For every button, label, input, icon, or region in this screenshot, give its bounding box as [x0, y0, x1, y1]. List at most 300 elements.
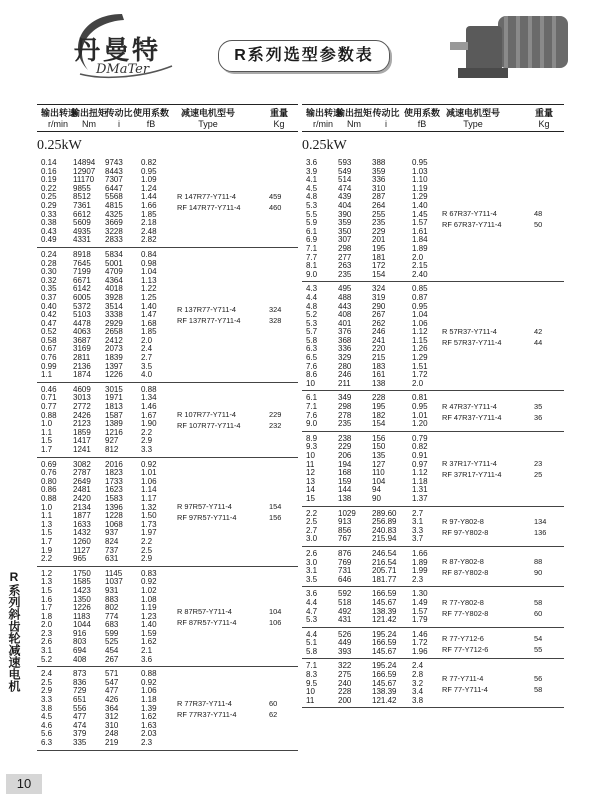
weight-value: 60 — [269, 698, 278, 708]
weight-value: 36 — [534, 412, 543, 422]
torque-cell: 526 — [338, 629, 352, 639]
factor-cell: 1.45 — [412, 209, 428, 219]
factor-cell: 1.04 — [412, 310, 428, 320]
motor-type: RF 147R77-Y711-4 — [177, 203, 241, 212]
ratio-cell: 937 — [105, 528, 119, 538]
factor-cell: 1.62 — [141, 712, 157, 722]
factor-cell: 2.4 — [412, 661, 424, 671]
motor-type: R 97R57-Y711-4 — [177, 502, 232, 512]
factor-cell: 2.82 — [141, 235, 157, 245]
factor-cell: 1.47 — [141, 310, 157, 320]
torque-cell: 6612 — [73, 209, 91, 219]
speed-cell: 7.1 — [306, 243, 318, 253]
speed-cell: 2.2 — [306, 508, 318, 518]
weight-value: 35 — [534, 401, 543, 411]
header-motor: 减速电机型号 — [445, 108, 500, 118]
ratio-cell: 631 — [105, 554, 119, 564]
speed-cell: 2.0 — [41, 620, 53, 630]
header-factor: 使用系数 — [404, 108, 441, 118]
torque-cell: 401 — [338, 318, 352, 328]
torque-cell: 2811 — [73, 353, 91, 363]
speed-cell: 8.9 — [306, 433, 318, 443]
ratio-cell: 1226 — [105, 370, 123, 380]
speed-cell: 3.1 — [41, 646, 53, 656]
factor-cell: 1.34 — [141, 393, 157, 403]
header-motor: 减速电机型号 — [180, 108, 235, 118]
torque-cell: 646 — [338, 574, 352, 584]
ratio-cell: 145.67 — [372, 678, 397, 688]
ratio-cell: 219 — [105, 738, 119, 747]
ratio-cell: 127 — [372, 459, 386, 469]
motor-group — [37, 567, 298, 668]
speed-cell: 0.28 — [41, 258, 57, 268]
side-label — [0, 570, 28, 692]
factor-cell: 3.4 — [412, 687, 424, 697]
table-row — [302, 535, 564, 544]
speed-cell: 1.0 — [41, 419, 53, 429]
speed-cell: 0.49 — [41, 235, 57, 245]
speed-cell: 4.4 — [306, 629, 318, 639]
torque-cell: 194 — [338, 459, 352, 469]
ratio-cell: 1587 — [105, 410, 123, 420]
factor-cell: 1.49 — [412, 597, 428, 607]
ratio-cell: 5834 — [105, 249, 123, 259]
motor-type: RF 67R37-Y711-4 — [442, 220, 502, 230]
motor-group — [302, 547, 564, 587]
factor-cell: 1.85 — [141, 209, 157, 219]
motor-type: R 107R77-Y711-4 — [177, 410, 237, 420]
motor-type: RF 77-Y712-6 — [442, 644, 489, 654]
ratio-cell: 240.83 — [372, 525, 397, 535]
torque-cell: 408 — [73, 654, 87, 664]
motor-type: RF 97-Y802-8 — [442, 527, 489, 537]
torque-cell: 298 — [338, 402, 352, 412]
speed-cell: 6.1 — [306, 393, 318, 403]
ratio-cell: 110 — [372, 468, 385, 478]
torque-cell: 1127 — [73, 545, 91, 555]
factor-cell: 1.04 — [141, 267, 157, 277]
factor-cell: 0.88 — [141, 384, 157, 394]
factor-cell: 2.1 — [141, 646, 153, 656]
torque-cell: 275 — [338, 670, 352, 680]
weight-value: 134 — [534, 516, 547, 526]
factor-cell: 1.40 — [412, 200, 428, 210]
factor-cell: 1.25 — [141, 292, 157, 302]
ratio-cell: 2073 — [105, 344, 123, 354]
motor-type: RF 107R77-Y711-4 — [177, 421, 241, 431]
weight-value: 232 — [269, 421, 282, 431]
speed-cell: 5.3 — [306, 318, 318, 328]
table-row — [302, 648, 564, 657]
factor-cell: 1.14 — [141, 485, 157, 495]
ratio-cell: 525 — [105, 637, 119, 647]
torque-cell: 390 — [338, 209, 352, 219]
torque-cell: 495 — [338, 284, 352, 294]
torque-cell: 2481 — [73, 485, 91, 495]
torque-cell: 280 — [338, 361, 352, 371]
ratio-cell: 156 — [372, 433, 386, 443]
ratio-cell: 683 — [105, 620, 119, 630]
factor-cell: 2.4 — [141, 344, 153, 354]
factor-cell: 1.15 — [412, 335, 428, 345]
speed-cell: 1.6 — [41, 594, 53, 604]
speed-cell: 0.22 — [41, 183, 57, 193]
torque-cell: 873 — [73, 669, 87, 679]
factor-cell: 1.10 — [412, 175, 428, 185]
speed-cell: 2.7 — [306, 525, 318, 535]
factor-cell: 1.66 — [141, 200, 157, 210]
ratio-cell: 246.54 — [372, 548, 397, 558]
speed-cell: 5.9 — [306, 218, 318, 228]
motor-group — [302, 507, 564, 547]
speed-cell: 4.7 — [306, 606, 318, 616]
ratio-cell: 319 — [372, 292, 386, 302]
torque-cell: 4478 — [73, 318, 91, 328]
ratio-cell: 426 — [105, 695, 119, 705]
torque-cell: 7361 — [73, 200, 91, 210]
speed-cell: 0.86 — [41, 485, 57, 495]
ratio-cell: 289.60 — [372, 508, 397, 518]
weight-value: 328 — [269, 316, 282, 326]
speed-cell: 4.8 — [306, 301, 318, 311]
weight-value: 88 — [534, 557, 543, 567]
ratio-cell: 4018 — [105, 284, 123, 294]
torque-cell: 1432 — [73, 528, 91, 538]
speed-cell: 0.88 — [41, 493, 57, 503]
factor-cell: 1.84 — [412, 235, 428, 245]
header-ratio-unit: i — [385, 119, 387, 129]
ratio-cell: 104 — [372, 476, 386, 486]
factor-cell: 0.92 — [141, 677, 157, 687]
factor-cell: 2.03 — [141, 729, 157, 739]
motor-type: R 77-Y711-4 — [442, 673, 484, 683]
factor-cell: 2.0 — [141, 335, 153, 345]
header-speed-unit: r/min — [313, 119, 333, 129]
motor-type: R 37R17-Y711-4 — [442, 459, 497, 469]
header-weight-unit: Kg — [273, 119, 285, 129]
factor-cell: 3.5 — [141, 361, 153, 371]
table-row — [37, 371, 298, 380]
factor-cell: 2.9 — [141, 554, 153, 564]
weight-value: 60 — [534, 608, 543, 618]
torque-cell: 593 — [338, 158, 352, 167]
header-bottom-rule — [37, 131, 298, 132]
ratio-cell: 5001 — [105, 258, 123, 268]
torque-cell: 307 — [338, 235, 352, 245]
torque-cell: 1350 — [73, 594, 91, 604]
factor-cell: 1.26 — [412, 344, 428, 354]
motor-group — [302, 432, 564, 507]
torque-cell: 651 — [73, 695, 87, 705]
speed-cell: 3.8 — [41, 703, 53, 713]
factor-cell: 1.46 — [412, 629, 428, 639]
power-label: 0.25kW — [37, 138, 82, 153]
gear-motor-icon — [448, 8, 588, 84]
ratio-cell: 3015 — [105, 384, 123, 394]
torque-cell: 488 — [338, 292, 352, 302]
speed-cell: 2.5 — [306, 517, 318, 527]
speed-cell: 0.35 — [41, 284, 57, 294]
factor-cell: 1.30 — [412, 589, 428, 599]
torque-cell: 856 — [338, 525, 352, 535]
ratio-cell: 248 — [105, 729, 119, 739]
ratio-cell: 256.89 — [372, 517, 397, 527]
torque-cell: 4609 — [73, 384, 91, 394]
factor-cell: 1.37 — [412, 493, 428, 503]
factor-cell: 1.40 — [141, 301, 157, 311]
ratio-cell: 138 — [372, 378, 386, 388]
speed-cell: 9.5 — [306, 678, 318, 688]
motor-type: R 77-Y712-6 — [442, 633, 484, 643]
table-row — [302, 271, 564, 280]
torque-cell: 11170 — [73, 175, 95, 185]
table-row — [302, 420, 564, 429]
ratio-cell: 181.77 — [372, 574, 397, 584]
torque-cell: 6005 — [73, 292, 91, 302]
factor-cell: 1.57 — [412, 606, 428, 616]
factor-cell: 1.66 — [412, 548, 428, 558]
motor-type: RF 77-Y802-8 — [442, 608, 489, 618]
torque-cell: 5372 — [73, 301, 91, 311]
factor-cell: 1.67 — [141, 410, 157, 420]
brand-name-cn: 丹曼特 — [74, 36, 162, 66]
motor-type: RF 87R57-Y711-4 — [177, 618, 237, 628]
factor-cell: 1.02 — [141, 585, 157, 595]
speed-cell: 4.4 — [306, 597, 318, 607]
torque-cell: 228 — [338, 687, 352, 697]
torque-cell: 404 — [338, 200, 352, 210]
speed-cell: 8.6 — [306, 370, 318, 380]
factor-cell: 2.0 — [412, 252, 424, 262]
speed-cell: 4.1 — [306, 175, 318, 185]
ratio-cell: 1228 — [105, 511, 123, 521]
ratio-cell: 8443 — [105, 166, 123, 176]
torque-cell: 2134 — [73, 502, 91, 512]
speed-cell: 1.5 — [41, 436, 53, 446]
torque-cell: 246 — [338, 370, 352, 380]
factor-cell: 0.95 — [141, 166, 157, 176]
factor-cell: 1.90 — [141, 419, 157, 429]
ratio-cell: 228 — [372, 393, 386, 403]
speed-cell: 0.71 — [41, 393, 57, 403]
ratio-cell: 1813 — [105, 402, 123, 412]
header-motor-unit: Type — [198, 119, 218, 129]
factor-cell: 0.92 — [141, 459, 157, 469]
table-row — [302, 495, 564, 504]
torque-cell: 335 — [73, 738, 87, 747]
ratio-cell: 5568 — [105, 192, 123, 202]
ratio-cell: 166.59 — [372, 670, 397, 680]
motor-type: RF 47R37-Y711-4 — [442, 412, 502, 422]
torque-cell: 3169 — [73, 344, 91, 354]
torque-cell: 12907 — [73, 166, 96, 176]
torque-cell: 518 — [338, 597, 352, 607]
motor-type: R 67R37-Y711-4 — [442, 209, 497, 219]
speed-cell: 5.7 — [306, 327, 318, 337]
speed-cell: 0.46 — [41, 384, 57, 394]
power-label: 0.25kW — [302, 138, 347, 153]
speed-cell: 7.1 — [306, 661, 318, 671]
torque-cell: 278 — [338, 410, 352, 420]
speed-cell: 4.3 — [306, 284, 318, 294]
header-top-rule — [37, 104, 298, 105]
motor-type: R 57R37-Y711-4 — [442, 326, 497, 336]
factor-cell: 3.3 — [412, 525, 424, 535]
weight-value: 58 — [534, 684, 543, 694]
speed-cell: 14 — [306, 485, 315, 495]
speed-cell: 4.5 — [306, 183, 318, 193]
ratio-cell: 150 — [372, 442, 386, 452]
header-motor-unit: Type — [463, 119, 483, 129]
factor-cell: 1.06 — [141, 476, 157, 486]
factor-cell: 3.8 — [412, 695, 424, 705]
factor-cell: 1.09 — [141, 175, 157, 185]
weight-value: 156 — [269, 513, 282, 523]
speed-cell: 0.19 — [41, 175, 57, 185]
factor-cell: 1.29 — [412, 353, 428, 363]
factor-cell: 1.62 — [141, 637, 157, 647]
factor-cell: 1.96 — [412, 646, 428, 656]
header-weight: 重量 — [269, 108, 288, 118]
ratio-cell: 138.39 — [372, 606, 397, 616]
torque-cell: 1874 — [73, 370, 91, 380]
speed-cell: 9.0 — [306, 269, 318, 279]
weight-value: 229 — [269, 410, 282, 420]
weight-value: 459 — [269, 192, 282, 201]
torque-cell: 322 — [338, 661, 352, 671]
weight-value: 90 — [534, 568, 543, 578]
factor-cell: 1.89 — [412, 243, 428, 253]
factor-cell: 3.7 — [412, 534, 424, 544]
factor-cell: 1.12 — [412, 327, 428, 337]
torque-cell: 329 — [338, 353, 352, 363]
ratio-cell: 215.94 — [372, 534, 397, 544]
speed-cell: 1.7 — [41, 445, 53, 454]
ratio-cell: 287 — [372, 192, 386, 202]
speed-cell: 4.4 — [306, 292, 318, 302]
weight-value: 44 — [534, 337, 543, 347]
torque-cell: 477 — [73, 712, 87, 722]
factor-cell: 0.95 — [412, 158, 428, 167]
speed-cell: 6.9 — [306, 235, 318, 245]
torque-cell: 5609 — [73, 218, 91, 228]
speed-cell: 0.38 — [41, 218, 57, 228]
factor-cell: 1.24 — [141, 183, 157, 193]
table-row — [302, 616, 564, 625]
torque-cell: 443 — [338, 301, 352, 311]
speed-cell: 9.0 — [306, 419, 318, 429]
speed-cell: 1.2 — [41, 568, 53, 578]
ratio-cell: 547 — [105, 677, 119, 687]
speed-cell: 0.58 — [41, 335, 57, 345]
torque-cell: 729 — [73, 686, 87, 696]
speed-cell: 3.5 — [306, 574, 318, 584]
factor-cell: 2.18 — [141, 218, 157, 228]
torque-cell: 965 — [73, 554, 87, 564]
factor-cell: 2.2 — [141, 536, 153, 546]
speed-cell: 0.40 — [41, 301, 57, 311]
page-number: 10 — [6, 774, 42, 794]
torque-cell: 1183 — [73, 611, 91, 621]
speed-cell: 0.16 — [41, 166, 57, 176]
factor-cell: 1.63 — [141, 720, 157, 730]
factor-cell: 1.50 — [141, 511, 157, 521]
motor-group — [302, 156, 564, 282]
speed-cell: 1.7 — [41, 603, 53, 613]
factor-cell: 1.01 — [141, 468, 157, 478]
ratio-cell: 359 — [372, 166, 386, 176]
weight-value: 106 — [269, 618, 282, 628]
torque-cell: 168 — [338, 468, 352, 478]
ratio-cell: 241 — [372, 335, 386, 345]
factor-cell: 3.2 — [412, 678, 424, 688]
factor-cell: 2.0 — [412, 378, 424, 388]
factor-cell: 1.72 — [412, 638, 428, 648]
motor-group — [37, 383, 298, 458]
ratio-cell: 255 — [372, 209, 386, 219]
torque-cell: 138 — [338, 493, 352, 503]
speed-cell: 3.9 — [306, 166, 318, 176]
speed-cell: 6.5 — [306, 353, 318, 363]
speed-cell: 10 — [306, 378, 315, 388]
torque-cell: 200 — [338, 695, 352, 705]
ratio-cell: 290 — [372, 301, 386, 311]
speed-cell: 0.76 — [41, 468, 57, 478]
speed-cell: 8.1 — [306, 261, 318, 271]
torque-cell: 1029 — [338, 508, 356, 518]
torque-cell: 4935 — [73, 226, 91, 236]
factor-cell: 1.32 — [141, 502, 157, 512]
ratio-cell: 2016 — [105, 459, 123, 469]
torque-cell: 376 — [338, 327, 352, 337]
torque-cell: 836 — [73, 677, 87, 687]
motor-type: RF 57R37-Y711-4 — [442, 337, 502, 347]
speed-cell: 3.6 — [306, 158, 318, 167]
ratio-cell: 166.59 — [372, 638, 397, 648]
factor-cell: 0.81 — [412, 393, 428, 403]
weight-value: 324 — [269, 305, 282, 315]
table-row — [37, 739, 298, 748]
ratio-cell: 571 — [105, 669, 119, 679]
table-row — [37, 446, 298, 455]
factor-cell: 1.01 — [412, 410, 428, 420]
speed-cell: 2.4 — [41, 669, 53, 679]
torque-cell: 235 — [338, 419, 352, 429]
torque-cell: 2649 — [73, 476, 91, 486]
weight-value: 62 — [269, 709, 278, 719]
torque-cell: 159 — [338, 476, 352, 486]
ratio-cell: 1145 — [105, 568, 123, 578]
torque-cell: 144 — [338, 485, 352, 495]
speed-cell: 0.33 — [41, 209, 57, 219]
torque-cell: 6142 — [73, 284, 91, 294]
ratio-cell: 3928 — [105, 292, 123, 302]
factor-cell: 1.18 — [141, 695, 157, 705]
speed-cell: 6.3 — [306, 344, 318, 354]
torque-cell: 916 — [73, 628, 87, 638]
ratio-cell: 774 — [105, 611, 119, 621]
factor-cell: 0.83 — [141, 568, 157, 578]
ratio-cell: 324 — [372, 284, 386, 294]
header-speed: 输出转速 — [41, 108, 78, 118]
torque-cell: 2123 — [73, 419, 91, 429]
page-header — [0, 0, 600, 100]
factor-cell: 3.1 — [412, 517, 424, 527]
torque-cell: 474 — [73, 720, 87, 730]
speed-cell: 0.25 — [41, 192, 57, 202]
speed-cell: 0.24 — [41, 249, 57, 259]
speed-cell: 0.32 — [41, 275, 57, 285]
